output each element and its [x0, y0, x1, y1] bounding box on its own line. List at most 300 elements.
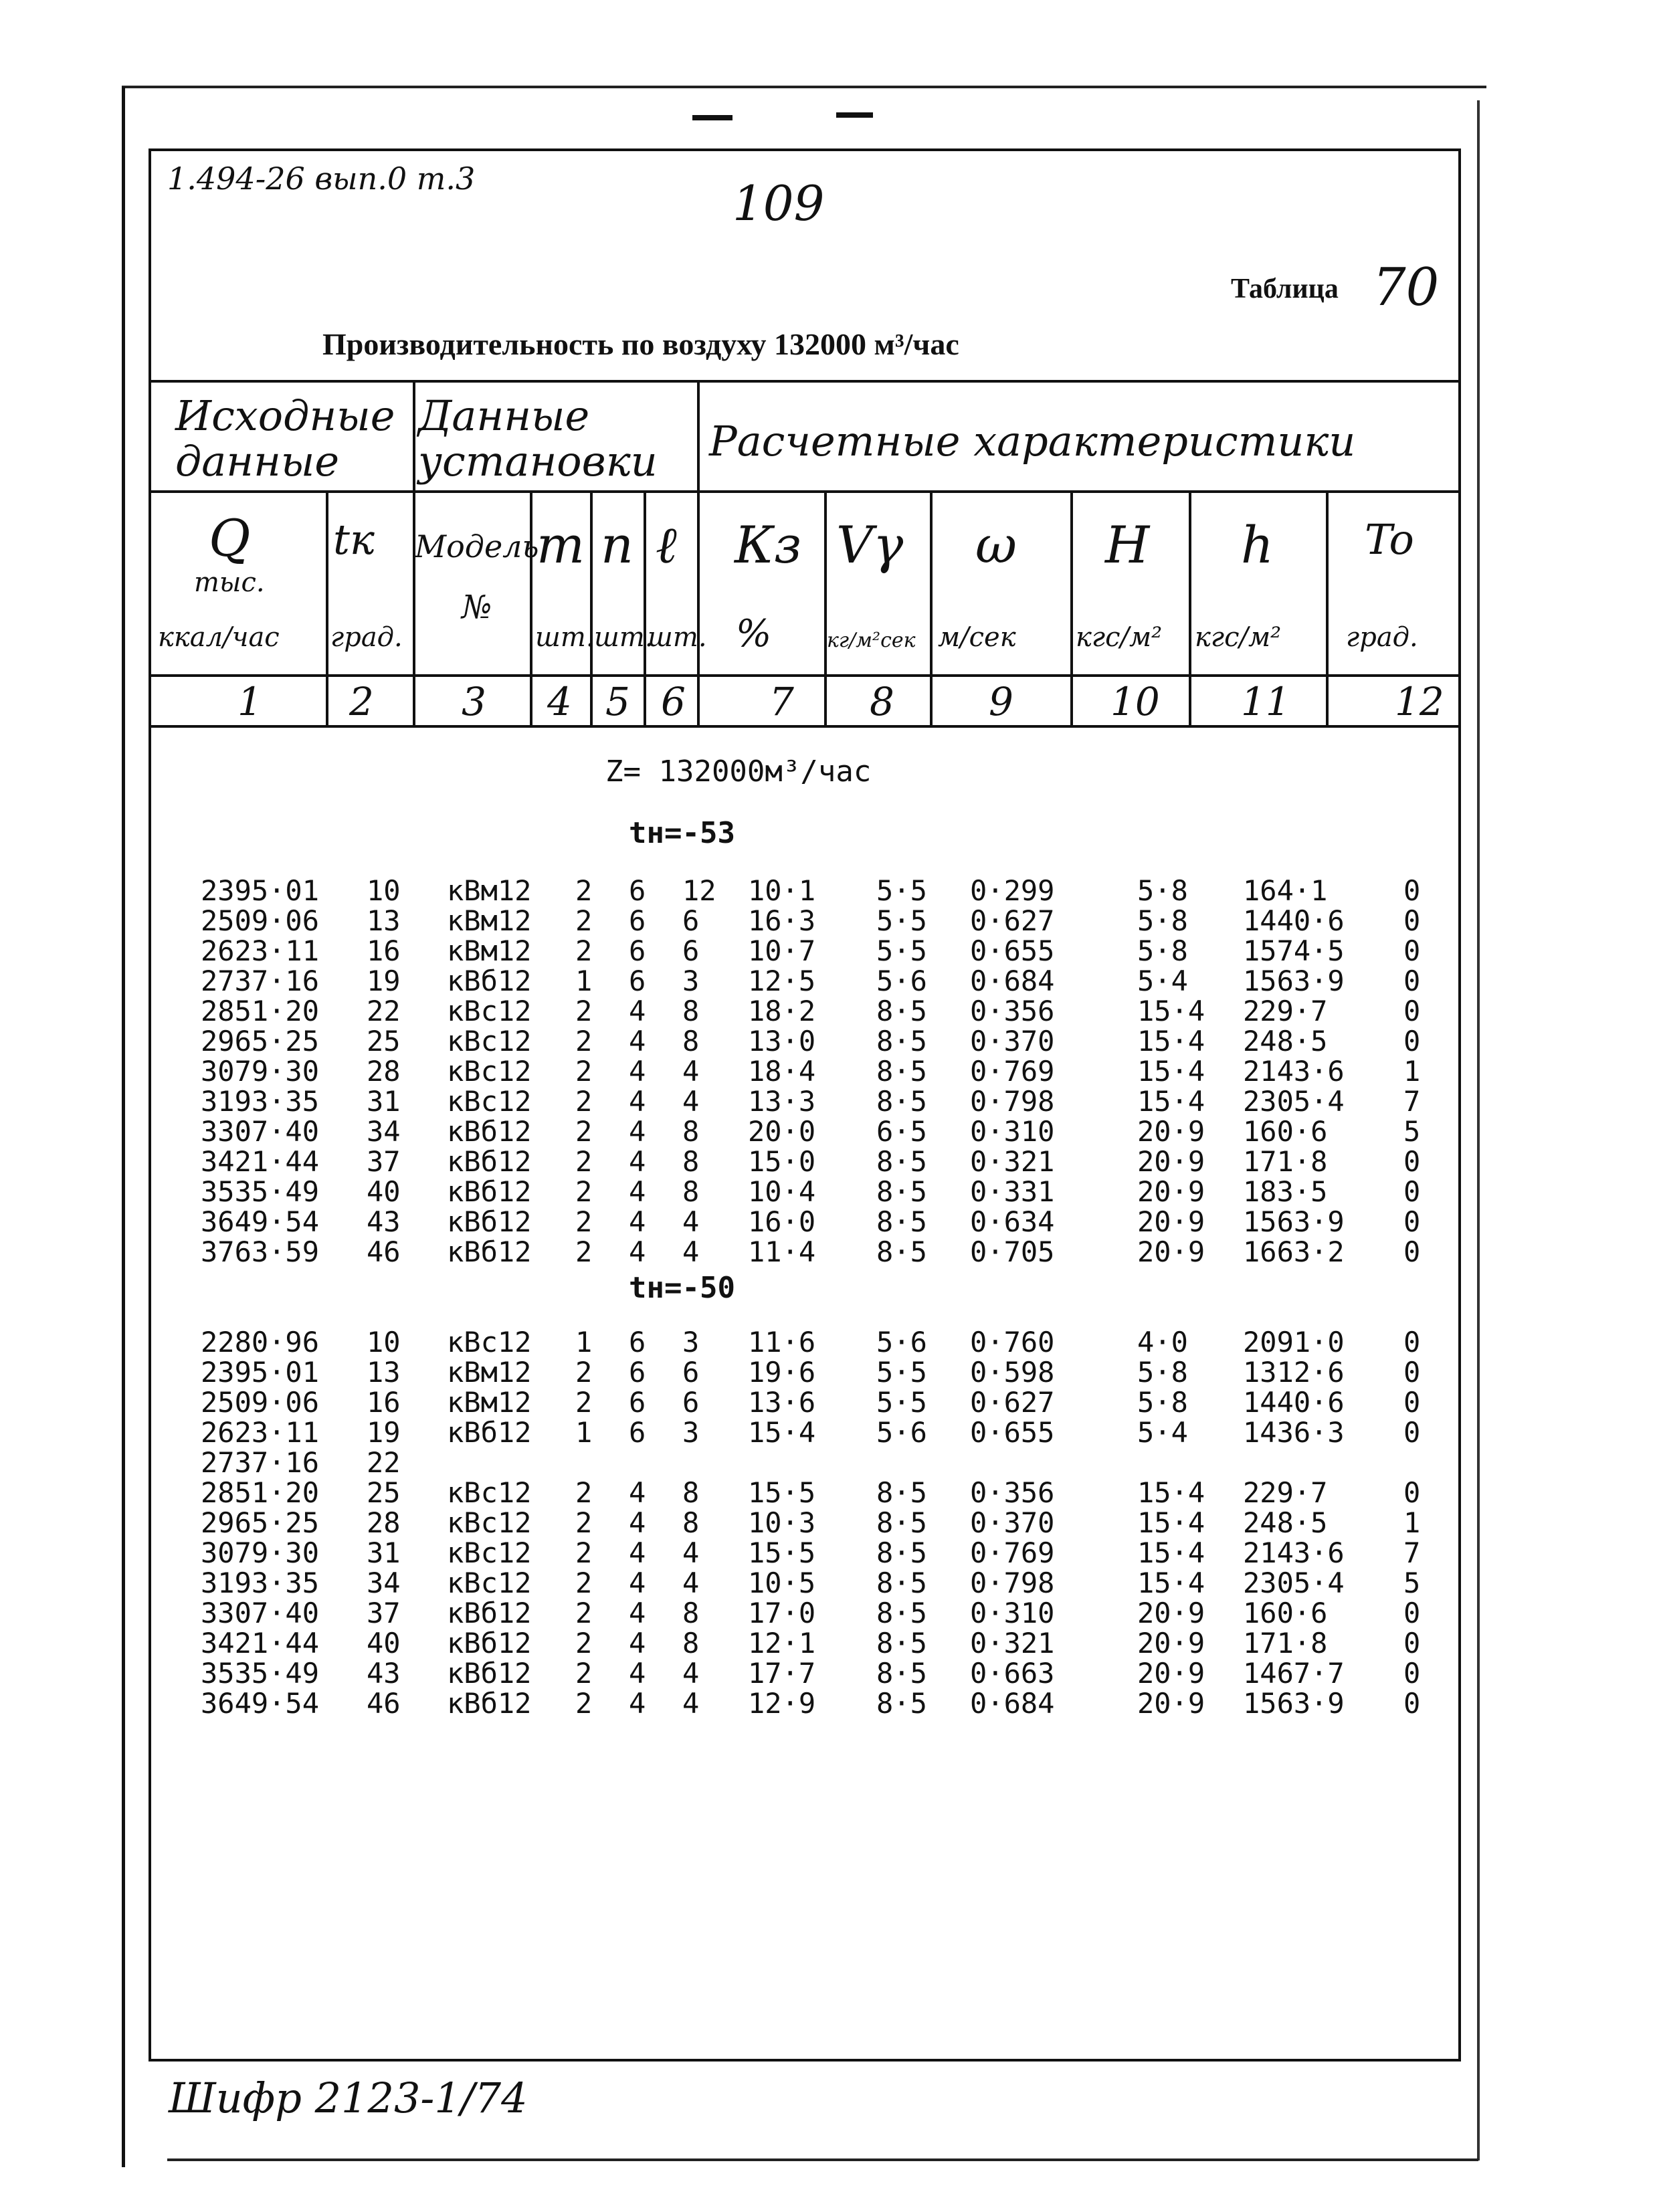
- table-cell: 0: [1403, 1175, 1421, 1208]
- table-cell: 5: [1403, 1567, 1421, 1599]
- table-cell: кВс12: [447, 1506, 532, 1539]
- table-cell: 5·5: [876, 1356, 927, 1389]
- table-cell: кВс12: [447, 1326, 532, 1359]
- table-cell: 5·8: [1137, 1356, 1188, 1389]
- table-cell: 8·5: [876, 1235, 927, 1268]
- table-number: 70: [1373, 258, 1440, 318]
- table-row: [0, 1207, 1659, 1237]
- table-cell: 6: [682, 1386, 700, 1419]
- column-unit: ккал/час: [158, 622, 280, 653]
- table-cell: 3421·44: [201, 1627, 320, 1660]
- table-cell: 8·5: [876, 1085, 927, 1118]
- column-unit: шт.: [594, 622, 654, 653]
- table-cell: 8: [682, 1115, 700, 1148]
- table-row: [0, 1177, 1659, 1207]
- table-cell: 3: [682, 1416, 700, 1449]
- table-cell: 164·1: [1243, 874, 1328, 907]
- table-cell: 4: [629, 1506, 646, 1539]
- table-cell: 2: [575, 1235, 593, 1268]
- table-cell: 171·8: [1243, 1145, 1328, 1178]
- table-cell: 3079·30: [201, 1055, 320, 1088]
- table-cell: 4: [682, 1205, 700, 1238]
- table-cell: 2851·20: [201, 995, 320, 1027]
- table-cell: 8·5: [876, 1145, 927, 1178]
- column-subtitle: №: [462, 589, 492, 626]
- table-cell: 248·5: [1243, 1506, 1328, 1539]
- table-cell: 13·6: [748, 1386, 816, 1419]
- table-cell: 3535·49: [201, 1657, 320, 1690]
- table-cell: 20·9: [1137, 1115, 1205, 1148]
- table-cell: 2509·06: [201, 1386, 320, 1419]
- table-cell: 5·5: [876, 1386, 927, 1419]
- table-cell: 0·798: [970, 1567, 1055, 1599]
- table-cell: 46: [367, 1687, 401, 1720]
- table-cell: 2737·16: [201, 1446, 320, 1479]
- section-label: tн=-53: [629, 816, 735, 850]
- table-cell: 2305·4: [1243, 1567, 1345, 1599]
- table-cell: 20·9: [1137, 1657, 1205, 1690]
- column-symbol: To: [1365, 515, 1414, 564]
- table-cell: 2: [575, 1476, 593, 1509]
- table-cell: 4: [629, 1145, 646, 1178]
- table-cell: кВм12: [447, 874, 532, 907]
- table-cell: 0·627: [970, 1386, 1055, 1419]
- column-symbol: H: [1105, 515, 1150, 575]
- table-cell: 16: [367, 1386, 401, 1419]
- table-cell: 6·5: [876, 1115, 927, 1148]
- table-cell: 4: [629, 1567, 646, 1599]
- table-cell: 0·627: [970, 904, 1055, 937]
- table-cell: 5·8: [1137, 1386, 1188, 1419]
- table-cell: 8·5: [876, 1536, 927, 1569]
- table-cell: 0: [1403, 874, 1421, 907]
- table-cell: 2: [575, 1536, 593, 1569]
- table-cell: 6: [629, 934, 646, 967]
- table-cell: 0·769: [970, 1536, 1055, 1569]
- table-cell: 4: [629, 995, 646, 1027]
- table-cell: 0·760: [970, 1326, 1055, 1359]
- column-number: 4: [547, 679, 572, 724]
- table-cell: 8·5: [876, 1567, 927, 1599]
- column-symbol: Модель: [415, 528, 539, 565]
- table-cell: 0: [1403, 1235, 1421, 1268]
- column-symbol: Кз: [735, 515, 802, 575]
- table-cell: 3193·35: [201, 1567, 320, 1599]
- table-cell: кВб12: [447, 1416, 532, 1449]
- table-cell: кВб12: [447, 1235, 532, 1268]
- table-cell: 20·9: [1137, 1687, 1205, 1720]
- table-cell: кВб12: [447, 1627, 532, 1660]
- document-code: 1.494-26 вып.0 т.3: [167, 161, 476, 197]
- table-cell: 1: [1403, 1055, 1421, 1088]
- table-cell: 3535·49: [201, 1175, 320, 1208]
- table-cell: 4: [629, 1235, 646, 1268]
- table-cell: 0·663: [970, 1657, 1055, 1690]
- table-cell: 20·9: [1137, 1597, 1205, 1629]
- table-cell: 17·7: [748, 1657, 816, 1690]
- column-number: 9: [989, 679, 1013, 724]
- table-cell: 3307·40: [201, 1597, 320, 1629]
- table-cell: 0: [1403, 1657, 1421, 1690]
- table-cell: 8: [682, 1597, 700, 1629]
- table-cell: 4: [629, 1175, 646, 1208]
- table-cell: 3649·54: [201, 1205, 320, 1238]
- table-cell: 4: [629, 1657, 646, 1690]
- column-number: 3: [462, 679, 486, 724]
- table-row: [0, 1629, 1659, 1658]
- table-row: [0, 1057, 1659, 1086]
- table-cell: 0·684: [970, 965, 1055, 997]
- table-cell: 0: [1403, 904, 1421, 937]
- table-cell: 20·0: [748, 1115, 816, 1148]
- table-cell: 4: [682, 1687, 700, 1720]
- table-cell: 7: [1403, 1536, 1421, 1569]
- table-cell: кВс12: [447, 1085, 532, 1118]
- table-row: [0, 1237, 1659, 1267]
- table-cell: 15·4: [1137, 1506, 1205, 1539]
- table-cell: 2623·11: [201, 934, 320, 967]
- table-cell: 8: [682, 1476, 700, 1509]
- table-cell: 5·5: [876, 904, 927, 937]
- table-cell: 2: [575, 1567, 593, 1599]
- table-cell: 2395·01: [201, 1356, 320, 1389]
- table-cell: 160·6: [1243, 1115, 1328, 1148]
- table-cell: 1: [1403, 1506, 1421, 1539]
- table-cell: кВм12: [447, 904, 532, 937]
- table-cell: 0·798: [970, 1085, 1055, 1118]
- table-cell: 8·5: [876, 1657, 927, 1690]
- table-cell: 1436·3: [1243, 1416, 1345, 1449]
- table-cell: 0: [1403, 1386, 1421, 1419]
- table-cell: 2: [575, 1657, 593, 1690]
- table-cell: 15·4: [1137, 1085, 1205, 1118]
- outer-frame-bottom: [167, 2158, 1478, 2161]
- table-cell: 8·5: [876, 1025, 927, 1058]
- table-cell: 4: [629, 1055, 646, 1088]
- table-cell: 15·4: [1137, 1476, 1205, 1509]
- table-cell: 0: [1403, 1416, 1421, 1449]
- table-cell: 0·370: [970, 1025, 1055, 1058]
- table-cell: 8·5: [876, 1476, 927, 1509]
- table-cell: 15·4: [1137, 1567, 1205, 1599]
- table-cell: 18·2: [748, 995, 816, 1027]
- table-cell: 2737·16: [201, 965, 320, 997]
- table-cell: 15·5: [748, 1536, 816, 1569]
- column-number: 6: [661, 679, 686, 724]
- table-cell: 0·299: [970, 874, 1055, 907]
- table-cell: 0·331: [970, 1175, 1055, 1208]
- table-cell: 3307·40: [201, 1115, 320, 1148]
- table-cell: 1467·7: [1243, 1657, 1345, 1690]
- table-cell: кВс12: [447, 995, 532, 1027]
- table-cell: кВс12: [447, 1055, 532, 1088]
- table-cell: 13·0: [748, 1025, 816, 1058]
- table-cell: 15·4: [1137, 995, 1205, 1027]
- column-symbol: tк: [333, 515, 375, 564]
- column-symbol: ω: [975, 515, 1017, 575]
- table-cell: 12: [682, 874, 716, 907]
- column-symbol: n: [601, 515, 633, 575]
- table-cell: 10·4: [748, 1175, 816, 1208]
- table-cell: 6: [629, 1386, 646, 1419]
- table-cell: кВб12: [447, 1175, 532, 1208]
- column-number: 10: [1110, 679, 1160, 724]
- table-cell: 8: [682, 1506, 700, 1539]
- table-cell: 11·6: [748, 1326, 816, 1359]
- table-cell: 2: [575, 934, 593, 967]
- table-row: [0, 1147, 1659, 1177]
- table-cell: 1440·6: [1243, 1386, 1345, 1419]
- table-cell: 34: [367, 1567, 401, 1599]
- table-cell: 6: [629, 904, 646, 937]
- table-cell: 40: [367, 1175, 401, 1208]
- table-cell: 0: [1403, 1025, 1421, 1058]
- footer-code: Шифр 2123-1/74: [169, 2074, 528, 2122]
- table-row: [0, 1538, 1659, 1568]
- table-cell: 8·5: [876, 1055, 927, 1088]
- table-cell: 6: [629, 965, 646, 997]
- table-cell: 229·7: [1243, 995, 1328, 1027]
- table-cell: 0·321: [970, 1145, 1055, 1178]
- table-cell: 34: [367, 1115, 401, 1148]
- table-cell: 43: [367, 1205, 401, 1238]
- table-cell: 20·9: [1137, 1205, 1205, 1238]
- table-cell: 5·5: [876, 934, 927, 967]
- table-cell: 15·0: [748, 1145, 816, 1178]
- column-unit: кг/м²сек: [827, 629, 916, 652]
- table-cell: 1: [575, 1326, 593, 1359]
- table-cell: 5: [1403, 1115, 1421, 1148]
- table-cell: 4: [682, 1235, 700, 1268]
- table-cell: 8·5: [876, 1506, 927, 1539]
- column-symbol: Q: [209, 508, 251, 568]
- table-cell: 2851·20: [201, 1476, 320, 1509]
- table-row: [0, 1418, 1659, 1447]
- table-row: [0, 1689, 1659, 1718]
- table-cell: 16: [367, 934, 401, 967]
- table-cell: 3079·30: [201, 1536, 320, 1569]
- column-unit: %: [736, 612, 772, 656]
- table-cell: 1440·6: [1243, 904, 1345, 937]
- table-cell: 4: [629, 1115, 646, 1148]
- table-cell: 6: [629, 1356, 646, 1389]
- column-number: 7: [769, 679, 794, 724]
- table-cell: 0·769: [970, 1055, 1055, 1088]
- table-cell: 2965·25: [201, 1506, 320, 1539]
- table-cell: 2: [575, 1597, 593, 1629]
- column-unit: м/сек: [938, 622, 1016, 653]
- table-cell: 2143·6: [1243, 1536, 1345, 1569]
- column-unit: кгс/м²: [1076, 622, 1163, 653]
- table-cell: 3: [682, 965, 700, 997]
- table-cell: 160·6: [1243, 1597, 1328, 1629]
- table-cell: 183·5: [1243, 1175, 1328, 1208]
- table-row: [0, 906, 1659, 936]
- table-cell: кВб12: [447, 1687, 532, 1720]
- table-cell: 2091·0: [1243, 1326, 1345, 1359]
- table-cell: кВб12: [447, 965, 532, 997]
- table-row: [0, 1358, 1659, 1387]
- top-dash-mark: [836, 112, 873, 118]
- table-cell: 31: [367, 1085, 401, 1118]
- table-cell: 6: [682, 1356, 700, 1389]
- table-cell: 37: [367, 1145, 401, 1178]
- table-cell: 0: [1403, 1205, 1421, 1238]
- table-cell: 2: [575, 1145, 593, 1178]
- table-cell: 13: [367, 904, 401, 937]
- table-cell: 0·356: [970, 1476, 1055, 1509]
- table-cell: 16·3: [748, 904, 816, 937]
- table-row: [0, 1388, 1659, 1417]
- table-row: [0, 1328, 1659, 1357]
- table-cell: 10: [367, 1326, 401, 1359]
- table-cell: 19: [367, 1416, 401, 1449]
- table-cell: 15·5: [748, 1476, 816, 1509]
- table-cell: 15·4: [1137, 1025, 1205, 1058]
- table-cell: 11·4: [748, 1235, 816, 1268]
- column-number: 2: [349, 679, 374, 724]
- outer-frame-top: [122, 86, 1486, 88]
- table-cell: 0: [1403, 995, 1421, 1027]
- table-cell: 0·356: [970, 995, 1055, 1027]
- column-symbol: m: [536, 515, 585, 575]
- table-cell: 0: [1403, 1687, 1421, 1720]
- table-cell: 4: [682, 1567, 700, 1599]
- table-cell: 4: [682, 1536, 700, 1569]
- section-label: tн=-50: [629, 1271, 735, 1305]
- table-cell: 0: [1403, 1145, 1421, 1178]
- table-cell: 8: [682, 1145, 700, 1178]
- table-cell: 2: [575, 1025, 593, 1058]
- table-row: [0, 1478, 1659, 1508]
- table-cell: 2395·01: [201, 874, 320, 907]
- table-row: [0, 1027, 1659, 1056]
- column-symbol: ℓ: [656, 515, 677, 575]
- table-cell: 13·3: [748, 1085, 816, 1118]
- column-unit: град.: [330, 622, 403, 653]
- table-cell: 2: [575, 1115, 593, 1148]
- table-cell: 0: [1403, 934, 1421, 967]
- table-cell: 0·310: [970, 1115, 1055, 1148]
- table-cell: 0·370: [970, 1506, 1055, 1539]
- table-cell: 10·3: [748, 1506, 816, 1539]
- column-unit: шт.: [535, 622, 595, 653]
- table-cell: 0: [1403, 1356, 1421, 1389]
- table-cell: 4: [629, 1627, 646, 1660]
- table-cell: 3: [682, 1326, 700, 1359]
- table-row: [0, 1117, 1659, 1146]
- table-title: Производительность по воздуху 132000 м³/час: [322, 327, 959, 361]
- table-cell: 15·4: [748, 1416, 816, 1449]
- table-cell: 8·5: [876, 1175, 927, 1208]
- table-cell: 10: [367, 874, 401, 907]
- table-cell: 25: [367, 1476, 401, 1509]
- table-cell: 0·655: [970, 934, 1055, 967]
- table-cell: кВс12: [447, 1476, 532, 1509]
- table-cell: 4: [629, 1597, 646, 1629]
- table-cell: 0: [1403, 1627, 1421, 1660]
- table-row: [0, 1659, 1659, 1688]
- table-cell: 25: [367, 1025, 401, 1058]
- table-cell: 5·5: [876, 874, 927, 907]
- table-cell: 12·5: [748, 965, 816, 997]
- table-cell: 40: [367, 1627, 401, 1660]
- column-number: 1: [237, 679, 262, 724]
- table-cell: 8·5: [876, 1627, 927, 1660]
- table-cell: 2: [575, 1506, 593, 1539]
- table-cell: кВб12: [447, 1597, 532, 1629]
- table-cell: 20·9: [1137, 1235, 1205, 1268]
- column-symbol: Vγ: [836, 515, 904, 575]
- table-cell: 20·9: [1137, 1175, 1205, 1208]
- group-header-calculated-characteristics: Расчетные характеристики: [709, 417, 1356, 466]
- table-cell: 17·0: [748, 1597, 816, 1629]
- table-cell: 1: [575, 1416, 593, 1449]
- table-cell: 8: [682, 1627, 700, 1660]
- table-cell: кВс12: [447, 1536, 532, 1569]
- column-symbol: h: [1241, 515, 1274, 575]
- table-cell: 6: [682, 904, 700, 937]
- table-cell: 1574·5: [1243, 934, 1345, 967]
- table-cell: 1: [575, 965, 593, 997]
- table-cell: 28: [367, 1055, 401, 1088]
- table-cell: 2: [575, 995, 593, 1027]
- table-cell: 4: [629, 1085, 646, 1118]
- table-row: [0, 1508, 1659, 1538]
- table-cell: 2965·25: [201, 1025, 320, 1058]
- table-cell: 46: [367, 1235, 401, 1268]
- table-cell: кВм12: [447, 1356, 532, 1389]
- table-cell: 4·0: [1137, 1326, 1188, 1359]
- table-cell: 31: [367, 1536, 401, 1569]
- table-cell: 5·4: [1137, 1416, 1188, 1449]
- table-cell: 6: [629, 874, 646, 907]
- table-cell: 0: [1403, 965, 1421, 997]
- table-cell: 5·8: [1137, 934, 1188, 967]
- table-cell: 2: [575, 1055, 593, 1088]
- table-cell: 15·4: [1137, 1055, 1205, 1088]
- table-cell: 4: [629, 1476, 646, 1509]
- airflow-formula: Z= 132000м³/час: [605, 755, 872, 789]
- table-cell: 2: [575, 1205, 593, 1238]
- column-unit: град.: [1346, 622, 1418, 653]
- table-row: [0, 997, 1659, 1026]
- table-cell: 0·321: [970, 1627, 1055, 1660]
- table-cell: 20·9: [1137, 1145, 1205, 1178]
- table-cell: 1563·9: [1243, 1687, 1345, 1720]
- table-cell: 12·1: [748, 1627, 816, 1660]
- table-cell: 1312·6: [1243, 1356, 1345, 1389]
- table-cell: 0: [1403, 1326, 1421, 1359]
- table-row: [0, 936, 1659, 966]
- table-cell: 15·4: [1137, 1536, 1205, 1569]
- table-cell: 4: [682, 1085, 700, 1118]
- table-cell: 2305·4: [1243, 1085, 1345, 1118]
- table-cell: 4: [629, 1025, 646, 1058]
- group-header-source-data: Исходные данные: [175, 391, 395, 486]
- table-cell: 5·6: [876, 1326, 927, 1359]
- table-cell: кВс12: [447, 1567, 532, 1599]
- table-cell: 6: [629, 1416, 646, 1449]
- table-cell: 10·1: [748, 874, 816, 907]
- table-cell: 2: [575, 1085, 593, 1118]
- table-cell: 16·0: [748, 1205, 816, 1238]
- column-number: 12: [1395, 679, 1444, 724]
- top-dash-mark: [692, 115, 733, 120]
- table-cell: 0: [1403, 1476, 1421, 1509]
- table-cell: 5·6: [876, 965, 927, 997]
- table-cell: 2: [575, 904, 593, 937]
